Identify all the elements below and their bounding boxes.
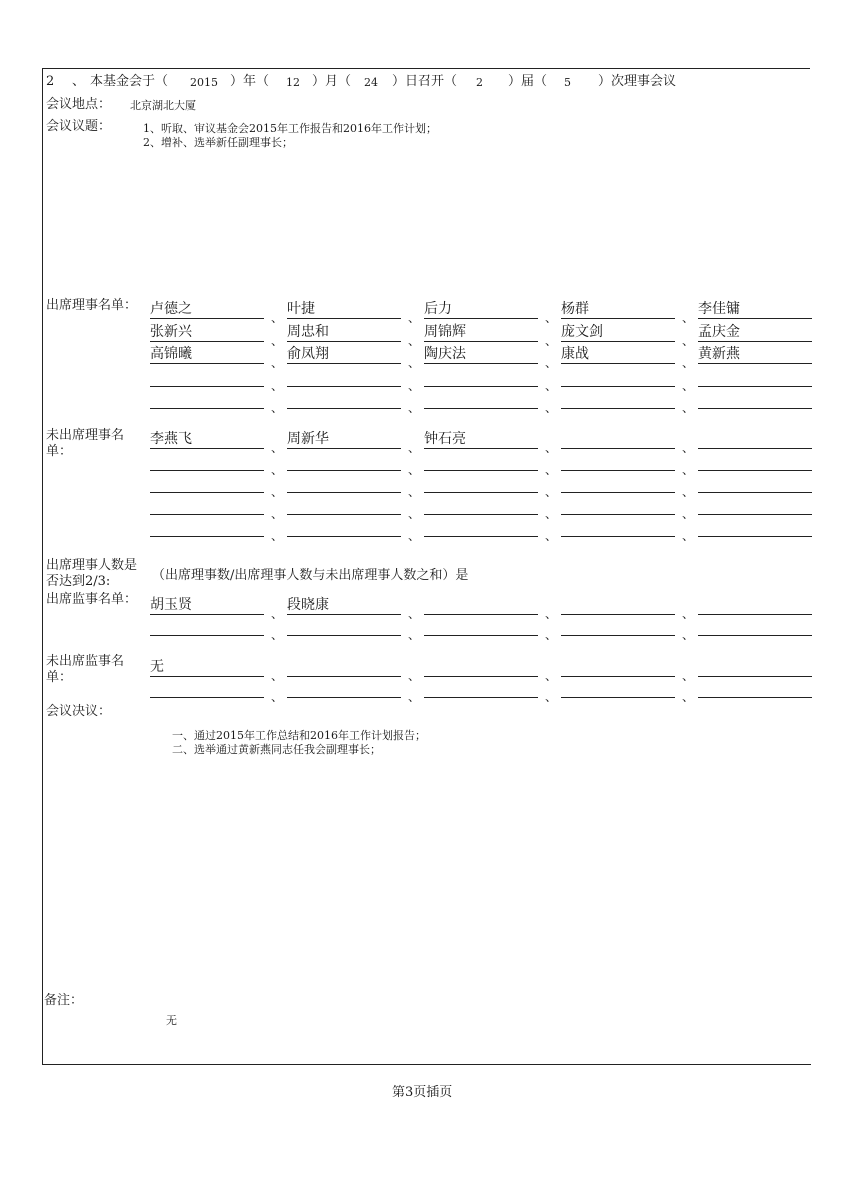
name-separator: 、	[271, 507, 284, 521]
member-name: 李燕飞	[150, 431, 192, 447]
present-supervisors-label: 出席监事名单：	[46, 592, 138, 607]
name-separator: 、	[271, 401, 284, 415]
name-underline	[150, 318, 264, 319]
header-meeting-suffix: ）次理事会议	[598, 74, 677, 89]
name-separator: 、	[682, 529, 695, 543]
name-separator: 、	[271, 378, 284, 393]
name-underline	[287, 536, 401, 537]
form-frame	[42, 68, 811, 1065]
name-underline	[150, 635, 264, 636]
name-separator: 、	[682, 441, 695, 455]
member-name: 胡玉贤	[150, 597, 192, 613]
member-name: 康战	[561, 346, 589, 362]
absent-supervisors-label-cont: 单：	[46, 670, 73, 685]
name-underline	[698, 363, 812, 364]
name-separator: 、	[682, 463, 695, 477]
location-label: 会议地点：	[46, 97, 112, 112]
header-meeting-no: 5	[564, 76, 571, 89]
name-underline	[424, 614, 538, 615]
name-separator: 、	[545, 356, 558, 370]
name-underline	[424, 363, 538, 364]
name-underline	[561, 318, 675, 319]
header-day: 24	[364, 76, 378, 89]
name-separator: 、	[682, 311, 695, 325]
name-separator: 、	[545, 507, 558, 521]
name-underline	[698, 448, 812, 449]
name-separator: 、	[271, 669, 284, 683]
name-underline	[150, 341, 264, 342]
name-underline	[698, 470, 812, 471]
name-underline	[150, 470, 264, 471]
name-separator: 、	[271, 356, 284, 370]
name-underline	[424, 408, 538, 409]
name-separator: 、	[408, 669, 421, 683]
member-name: 高锦曦	[150, 346, 192, 362]
name-underline	[561, 697, 675, 698]
member-name: 黄新燕	[698, 346, 740, 362]
remarks-value: 无	[166, 1014, 177, 1027]
name-underline	[287, 318, 401, 319]
quorum-label: 出席理事人数是	[46, 558, 138, 573]
name-underline	[424, 448, 538, 449]
name-underline	[150, 448, 264, 449]
name-underline	[698, 341, 812, 342]
name-separator: 、	[271, 529, 284, 543]
header-session-suffix: ）届（	[508, 74, 548, 89]
name-separator: 、	[545, 441, 558, 455]
resolution-item: 二、选举通过黄新燕同志任我会副理事长；	[172, 743, 381, 756]
present-directors-label: 出席理事名单：	[46, 298, 138, 313]
name-separator: 、	[408, 485, 421, 499]
name-separator: 、	[408, 356, 421, 370]
member-name: 卢德之	[150, 301, 192, 317]
name-separator: 、	[545, 463, 558, 477]
name-underline	[150, 492, 264, 493]
name-underline	[287, 448, 401, 449]
name-separator: 、	[271, 628, 284, 642]
member-name: 段晓康	[287, 597, 329, 613]
absent-directors-label-cont: 单：	[46, 444, 73, 459]
header-sep: 、	[72, 74, 86, 89]
name-separator: 、	[682, 628, 695, 642]
name-separator: 、	[408, 607, 421, 621]
page-footer: 第3页插页	[392, 1085, 453, 1100]
name-underline	[424, 676, 538, 677]
name-separator: 、	[271, 463, 284, 477]
header-year-suffix: ）年（	[230, 74, 270, 89]
name-separator: 、	[682, 356, 695, 370]
member-name: 孟庆金	[698, 323, 740, 340]
name-underline	[287, 676, 401, 677]
name-separator: 、	[271, 333, 284, 348]
name-underline	[561, 635, 675, 636]
name-underline	[287, 492, 401, 493]
header-day-suffix: ）日召开（	[392, 74, 458, 89]
name-underline	[561, 614, 675, 615]
name-underline	[424, 470, 538, 471]
name-underline	[150, 536, 264, 537]
member-name: 周锦辉	[424, 323, 466, 340]
name-separator: 、	[271, 690, 284, 704]
name-underline	[150, 386, 264, 387]
member-name: 张新兴	[150, 323, 192, 340]
name-underline	[698, 492, 812, 493]
header-year: 2015	[190, 76, 218, 89]
agenda-item: 1、听取、审议基金会2015年工作报告和2016年工作计划；	[143, 122, 437, 135]
name-separator: 、	[545, 485, 558, 499]
name-underline	[561, 514, 675, 515]
header-prefix: 本基金会于（	[90, 74, 169, 89]
name-underline	[424, 697, 538, 698]
name-separator: 、	[408, 441, 421, 455]
name-underline	[424, 492, 538, 493]
name-separator: 、	[545, 607, 558, 621]
name-separator: 、	[545, 401, 558, 415]
member-name: 陶庆法	[424, 346, 466, 362]
name-underline	[698, 614, 812, 615]
name-underline	[424, 514, 538, 515]
name-underline	[150, 676, 264, 677]
name-underline	[698, 386, 812, 387]
name-underline	[287, 408, 401, 409]
name-underline	[424, 635, 538, 636]
name-underline	[150, 514, 264, 515]
name-underline	[150, 614, 264, 615]
remarks-label: 备注：	[44, 993, 84, 1008]
name-underline	[698, 318, 812, 319]
resolution-item: 一、通过2015年工作总结和2016年工作计划报告；	[172, 729, 426, 742]
name-underline	[287, 635, 401, 636]
name-separator: 、	[408, 507, 421, 521]
member-name: 叶捷	[287, 301, 315, 317]
name-underline	[698, 536, 812, 537]
name-underline	[424, 386, 538, 387]
member-name: 俞凤翔	[287, 346, 329, 362]
name-underline	[561, 363, 675, 364]
name-separator: 、	[271, 441, 284, 455]
name-underline	[150, 697, 264, 698]
member-name: 无	[150, 659, 164, 675]
name-separator: 、	[545, 333, 558, 348]
name-separator: 、	[545, 669, 558, 683]
name-separator: 、	[682, 607, 695, 621]
name-underline	[287, 470, 401, 471]
name-separator: 、	[545, 690, 558, 704]
name-separator: 、	[408, 463, 421, 477]
name-underline	[561, 408, 675, 409]
header-month-suffix: ）月（	[312, 74, 352, 89]
agenda-item: 2、增补、选举新任副理事长；	[143, 136, 293, 149]
name-separator: 、	[682, 378, 695, 393]
name-underline	[424, 318, 538, 319]
name-separator: 、	[408, 378, 421, 393]
name-underline	[150, 363, 264, 364]
header-session: 2	[476, 76, 483, 89]
name-separator: 、	[271, 485, 284, 499]
name-underline	[561, 386, 675, 387]
name-underline	[287, 363, 401, 364]
name-separator: 、	[408, 401, 421, 415]
name-underline	[698, 635, 812, 636]
name-separator: 、	[408, 628, 421, 642]
name-separator: 、	[408, 311, 421, 325]
name-separator: 、	[682, 401, 695, 415]
name-underline	[424, 536, 538, 537]
name-underline	[424, 341, 538, 342]
absent-directors-label: 未出席理事名	[46, 428, 125, 443]
name-underline	[561, 341, 675, 342]
name-separator: 、	[682, 485, 695, 499]
header-month: 12	[286, 76, 300, 89]
name-separator: 、	[682, 507, 695, 521]
name-underline	[150, 408, 264, 409]
name-underline	[698, 697, 812, 698]
name-underline	[287, 341, 401, 342]
name-underline	[561, 448, 675, 449]
name-underline	[698, 408, 812, 409]
absent-supervisors-label: 未出席监事名	[46, 654, 125, 669]
name-separator: 、	[545, 529, 558, 543]
name-separator: 、	[408, 690, 421, 704]
member-name: 李佳镛	[698, 301, 740, 317]
name-separator: 、	[682, 333, 695, 348]
name-underline	[287, 697, 401, 698]
quorum-text: （出席理事数/出席理事人数与未出席理事人数之和）是	[152, 568, 469, 583]
name-separator: 、	[545, 378, 558, 393]
name-separator: 、	[408, 529, 421, 543]
name-underline	[287, 386, 401, 387]
header-number: 2	[46, 74, 55, 89]
name-underline	[287, 614, 401, 615]
location-value: 北京湖北大厦	[130, 99, 196, 112]
name-separator: 、	[408, 333, 421, 348]
quorum-label-cont: 否达到2/3:	[46, 574, 111, 589]
name-separator: 、	[682, 690, 695, 704]
member-name: 庞文剑	[561, 323, 603, 340]
resolutions-label: 会议决议：	[46, 704, 112, 719]
name-underline	[561, 676, 675, 677]
name-separator: 、	[682, 669, 695, 683]
name-underline	[561, 536, 675, 537]
name-underline	[287, 514, 401, 515]
name-underline	[698, 514, 812, 515]
name-separator: 、	[545, 311, 558, 325]
name-separator: 、	[545, 628, 558, 642]
name-underline	[561, 492, 675, 493]
member-name: 周新华	[287, 431, 329, 447]
name-underline	[698, 676, 812, 677]
member-name: 杨群	[561, 301, 589, 317]
name-separator: 、	[271, 311, 284, 325]
name-underline	[561, 470, 675, 471]
member-name: 后力	[424, 301, 452, 317]
member-name: 钟石亮	[424, 431, 466, 447]
member-name: 周忠和	[287, 323, 329, 340]
name-separator: 、	[271, 607, 284, 621]
agenda-label: 会议议题：	[46, 119, 112, 134]
